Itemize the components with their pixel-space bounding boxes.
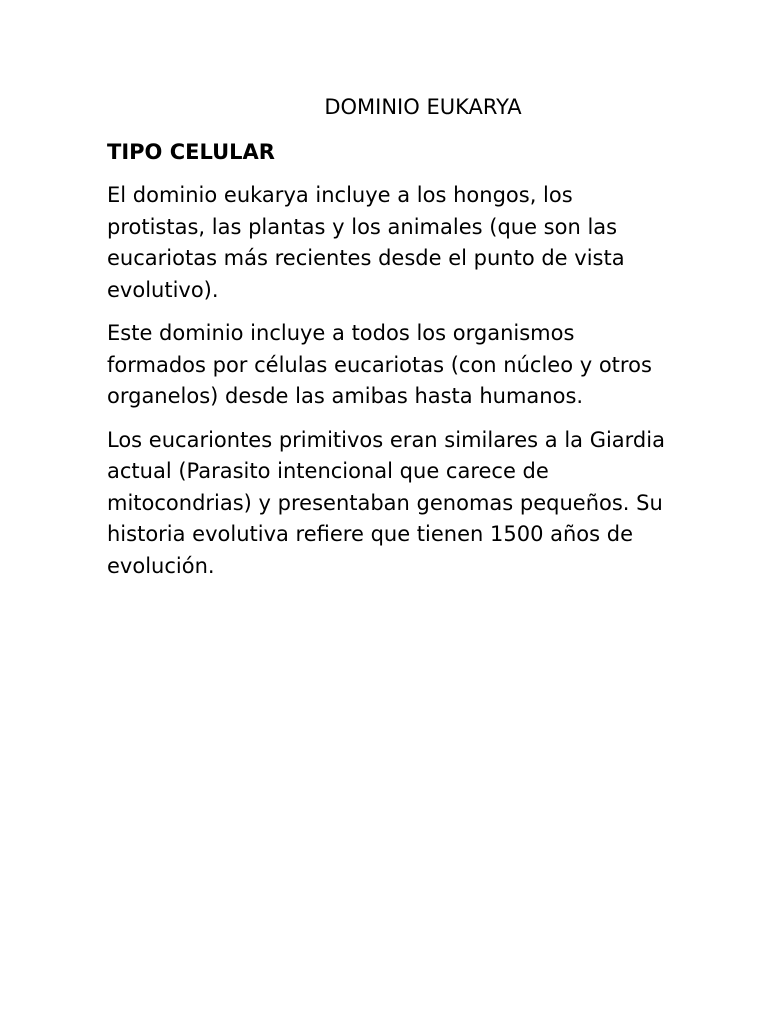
paragraph-2: Este dominio incluye a todos los organismos formados por células eucariotas (con núcleo y otros organelos) desde las amibas hasta humanos.: [107, 321, 652, 408]
section-heading: TIPO CELULAR: [107, 140, 275, 164]
document-body: [107, 137, 667, 594]
paragraph-1: El dominio eukarya incluye a los hongos, los protistas, las plantas y los animales (que son las eucariotas más recientes desde el punto de vista evolutivo).: [107, 183, 625, 302]
paragraph-3: Los eucariontes primitivos eran similares a la Giardia actual (Parasito intencional que carece de mitocondrias) y presentaban genomas pequeños. Su historia evolutiva refiere que tienen 1500 años de evolución.: [107, 427, 665, 578]
document-title: DOMINIO EUKARYA: [324, 95, 522, 119]
